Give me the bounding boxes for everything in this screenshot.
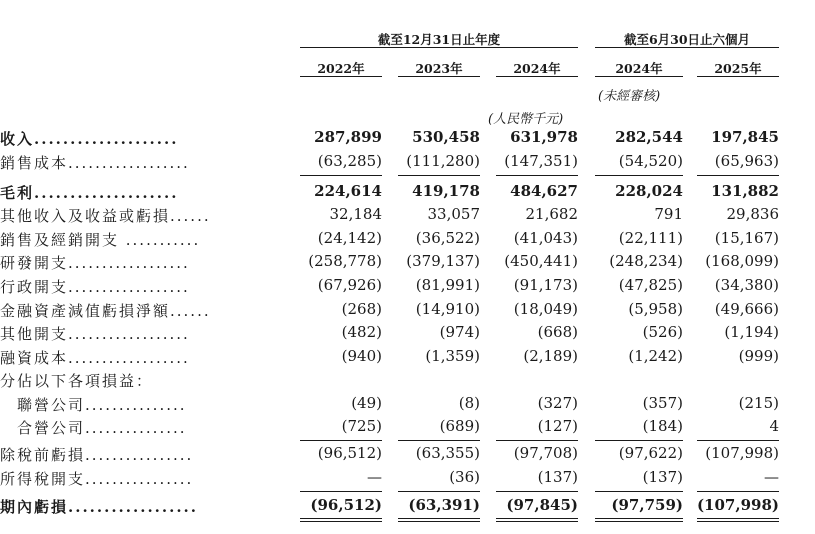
row-value: (96,512) (317, 444, 382, 462)
row-value: (47,825) (618, 276, 683, 294)
total-double-rule (697, 521, 779, 522)
row-value: (34,380) (714, 276, 779, 294)
subtotal-rule (697, 440, 779, 441)
row-value: (36,522) (415, 229, 480, 247)
total-double-rule (595, 518, 683, 519)
row-value: (127) (537, 417, 578, 435)
row-value: (97,708) (513, 444, 578, 462)
total-double-rule (496, 521, 578, 522)
row-value: (63,391) (408, 496, 480, 514)
subtotal-rule (595, 175, 683, 176)
row-value: (940) (341, 347, 382, 365)
row-value: (1,359) (425, 347, 480, 365)
subtotal-rule (595, 440, 683, 441)
row-value: (97,759) (611, 496, 683, 514)
row-value: (63,285) (317, 152, 382, 170)
year-rule (595, 76, 683, 77)
row-value: (24,142) (317, 229, 382, 247)
subtotal-rule (697, 175, 779, 176)
row-value: 228,024 (615, 182, 683, 200)
table-row (0, 252, 815, 274)
row-value: (668) (537, 323, 578, 341)
row-value: (526) (642, 323, 683, 341)
table-row (0, 394, 815, 416)
row-value: (137) (642, 468, 683, 486)
subtotal-rule (595, 491, 683, 492)
row-value: (482) (341, 323, 382, 341)
table-row (0, 370, 815, 392)
row-value: (111,280) (406, 152, 480, 170)
row-value: — (367, 468, 382, 486)
table-row (0, 182, 815, 204)
header-group-rule (595, 47, 779, 48)
row-value: (1,242) (628, 347, 683, 365)
year-rule (697, 76, 779, 77)
row-value: (357) (642, 394, 683, 412)
row-value: (2,189) (523, 347, 578, 365)
row-value: (18,049) (513, 300, 578, 318)
row-value: 21,682 (525, 205, 578, 223)
total-double-rule (595, 521, 683, 522)
row-value: 282,544 (615, 128, 683, 146)
row-value: (49,666) (714, 300, 779, 318)
year-col-1: 2022年 (317, 61, 365, 76)
table-row (0, 323, 815, 345)
row-label: 分佔以下各項損益： (0, 372, 154, 390)
row-value: (107,998) (705, 444, 779, 462)
row-label: 融資成本.................. (0, 349, 190, 367)
table-row (0, 468, 815, 490)
row-value: (41,043) (513, 229, 578, 247)
table-row (0, 128, 815, 150)
row-value: 131,882 (711, 182, 779, 200)
row-value: 484,627 (510, 182, 578, 200)
row-value: — (764, 468, 779, 486)
row-label: 其他開支.................. (0, 325, 190, 343)
row-value: (14,910) (415, 300, 480, 318)
row-value: (974) (439, 323, 480, 341)
year-col-2: 2023年 (415, 61, 463, 76)
row-value: (184) (642, 417, 683, 435)
row-value: (137) (537, 468, 578, 486)
table-row (0, 300, 815, 322)
row-value: (450,441) (504, 252, 578, 270)
row-value: (107,998) (696, 496, 779, 514)
table-row (0, 444, 815, 466)
year-col-3: 2024年 (513, 61, 561, 76)
row-value: (54,520) (618, 152, 683, 170)
row-value: 419,178 (412, 182, 480, 200)
row-value: (268) (341, 300, 382, 318)
row-value: 4 (769, 417, 779, 435)
row-label: 所得稅開支................ (0, 470, 194, 488)
row-label: 聯營公司............... (0, 396, 187, 414)
row-value: 29,836 (726, 205, 779, 223)
table-row (0, 276, 815, 298)
row-value: (147,351) (504, 152, 578, 170)
row-value: 32,184 (329, 205, 382, 223)
table-row (0, 152, 815, 174)
row-value: (63,355) (415, 444, 480, 462)
total-double-rule (300, 521, 382, 522)
row-label: 除稅前虧損................ (0, 446, 194, 464)
subtotal-rule (496, 491, 578, 492)
subtotal-rule (697, 491, 779, 492)
row-value: (215) (738, 394, 779, 412)
year-col-5: 2025年 (714, 61, 762, 76)
row-value: (379,137) (406, 252, 480, 270)
year-rule (398, 76, 480, 77)
total-double-rule (496, 518, 578, 519)
year-rule (300, 76, 382, 77)
row-value: (49) (351, 394, 382, 412)
row-value: (36) (449, 468, 480, 486)
row-value: 33,057 (427, 205, 480, 223)
row-value: (97,622) (618, 444, 683, 462)
total-double-rule (697, 518, 779, 519)
table-row (0, 205, 815, 227)
table-row (0, 417, 815, 439)
header-group-rule (300, 47, 578, 48)
header-half-group: 截至6月30日止六個月 (623, 32, 751, 47)
total-double-rule (300, 518, 382, 519)
unaudited-note: (未經審核) (598, 89, 661, 104)
row-value: (81,991) (415, 276, 480, 294)
subtotal-rule (496, 440, 578, 441)
row-value: (15,167) (714, 229, 779, 247)
table-row (0, 347, 815, 369)
subtotal-rule (398, 175, 480, 176)
row-label: 銷售成本.................. (0, 154, 190, 172)
year-rule (496, 76, 578, 77)
row-label: 其他收入及收益或虧損...... (0, 207, 211, 225)
row-value: (5,958) (628, 300, 683, 318)
row-label: 銷售及經銷開支 ........... (0, 231, 201, 249)
row-value: (168,099) (705, 252, 779, 270)
subtotal-rule (300, 440, 382, 441)
row-value: (248,234) (609, 252, 683, 270)
row-value: (258,778) (308, 252, 382, 270)
row-value: (689) (439, 417, 480, 435)
subtotal-rule (300, 491, 382, 492)
row-label: 合營公司............... (0, 419, 187, 437)
row-label: 收入.................... (0, 130, 179, 148)
row-value: 224,614 (314, 182, 382, 200)
row-label: 毛利.................... (0, 184, 179, 202)
subtotal-rule (398, 491, 480, 492)
row-value: (1,194) (724, 323, 779, 341)
row-value: (96,512) (310, 496, 382, 514)
row-label: 期內虧損.................. (0, 498, 198, 516)
table-row (0, 229, 815, 251)
row-label: 研發開支.................. (0, 254, 190, 272)
row-value: 530,458 (412, 128, 480, 146)
row-value: (67,926) (317, 276, 382, 294)
total-double-rule (398, 521, 480, 522)
row-value: (91,173) (513, 276, 578, 294)
year-col-4: 2024年 (615, 61, 663, 76)
row-value: (97,845) (506, 496, 578, 514)
row-value: (327) (537, 394, 578, 412)
row-label: 金融資產減值虧損淨額...... (0, 302, 211, 320)
row-value: (999) (738, 347, 779, 365)
row-label: 行政開支.................. (0, 278, 190, 296)
row-value: 197,845 (711, 128, 779, 146)
unit-note: (人民幣千元) (488, 112, 564, 127)
total-double-rule (398, 518, 480, 519)
row-value: 287,899 (314, 128, 382, 146)
table-row (0, 496, 815, 518)
row-value: (8) (458, 394, 480, 412)
header-year-group: 截至12月31日止年度 (377, 32, 501, 47)
row-value: 791 (654, 205, 683, 223)
subtotal-rule (300, 175, 382, 176)
subtotal-rule (398, 440, 480, 441)
row-value: (65,963) (714, 152, 779, 170)
row-value: 631,978 (510, 128, 578, 146)
row-value: (725) (341, 417, 382, 435)
row-value: (22,111) (618, 229, 683, 247)
subtotal-rule (496, 175, 578, 176)
